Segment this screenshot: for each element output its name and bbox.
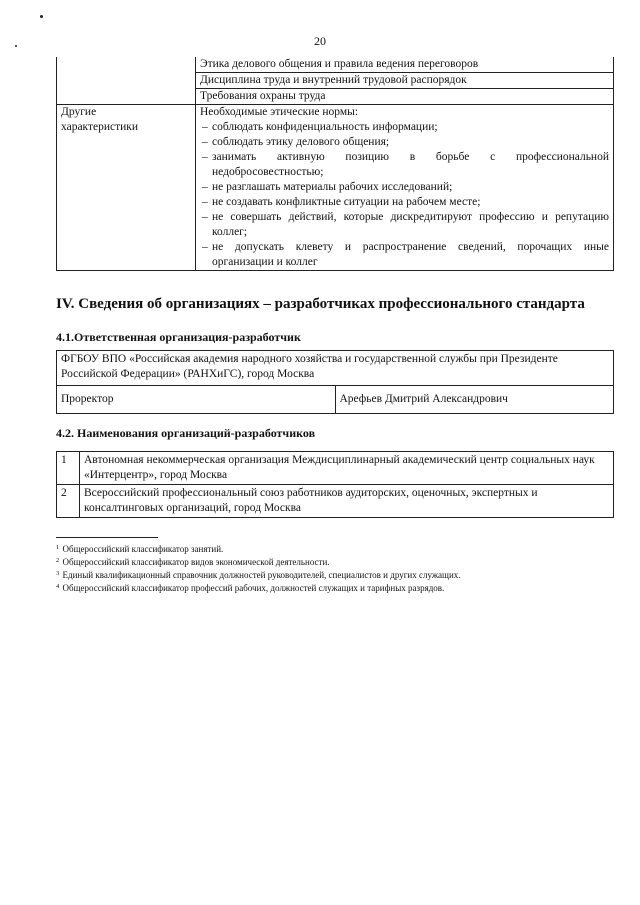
list-item: – занимать активную позицию в борьбе с профессиональной недобросовестностью; (200, 150, 609, 180)
norms-list (200, 120, 609, 270)
page-number: 20 (314, 34, 326, 48)
qualification-table (56, 57, 614, 271)
footnote-number: 2 (56, 557, 60, 564)
list-item: – не допускать клевету и распространение сведений, порочащих иные организации и коллег (200, 240, 609, 270)
organization-name: ФГБОУ ВПО «Российская академия народного хозяйства и государственной службы при Президенте Российской Федерации» (РАНХиГС), город Москва (57, 351, 614, 386)
table-row: Этика делового общения и правила ведения переговоров (196, 57, 614, 73)
footnote-text: Общероссийский классификатор видов экономической деятельности. (62, 557, 330, 567)
row-number: 2 (57, 485, 80, 518)
section-title: IV. Сведения об организациях – разработчиках профессионального стандарта (56, 296, 585, 312)
norms-heading: Необходимые этические нормы: (200, 106, 359, 118)
footnotes (56, 542, 461, 594)
footnote-text: Единый квалификационный справочник должностей руководителей, специалистов и других служащих. (62, 570, 461, 580)
list-item: – соблюдать конфиденциальность информации; (200, 120, 609, 135)
scan-speck (40, 15, 43, 18)
developer-org-name: Автономная некоммерческая организация Междисциплинарный академический центр социальных наук «Интерцентр», город Москва (80, 452, 614, 485)
footnote (56, 568, 461, 581)
table-row (57, 485, 614, 518)
list-item: – не разглашать материалы рабочих исследований; (200, 180, 609, 195)
table-row: Требования охраны труда (196, 89, 614, 105)
responsible-org-title: 4.1.Ответственная организация-разработчик (56, 330, 301, 344)
role-label: Проректор (57, 386, 336, 414)
developer-orgs-title: 4.2. Наименования организаций-разработчиков (56, 426, 316, 440)
footnote (56, 555, 461, 568)
developer-org-name: Всероссийский профессиональный союз работников аудиторских, оценочных, экспертных и консалтинговых организаций, город Москва (80, 485, 614, 518)
footnote-text: Общероссийский классификатор профессий рабочих, должностей служащих и тарифных разрядов. (62, 583, 445, 593)
ethics-norms-cell (196, 105, 614, 271)
list-item: – не создавать конфликтные ситуации на рабочем месте; (200, 195, 609, 210)
responsible-org-table (56, 350, 614, 414)
other-characteristics-label: Другие характеристики (57, 105, 196, 271)
developer-orgs-table (56, 451, 614, 518)
footnote (56, 542, 461, 555)
table-row: Дисциплина труда и внутренний трудовой распорядок (196, 73, 614, 89)
footnote (56, 581, 461, 594)
person-name: Арефьев Дмитрий Александрович (335, 386, 614, 414)
list-item: – не совершать действий, которые дискредитируют профессию и репутацию коллег; (200, 210, 609, 240)
footnote-number: 1 (56, 544, 60, 551)
table-row (57, 452, 614, 485)
footnote-number: 3 (56, 570, 60, 577)
row-number: 1 (57, 452, 80, 485)
empty-label-cell (57, 57, 196, 105)
footnote-divider (56, 537, 158, 538)
footnote-number: 4 (56, 583, 60, 590)
footnote-text: Общероссийский классификатор занятий. (62, 544, 224, 554)
list-item: – соблюдать этику делового общения; (200, 135, 609, 150)
